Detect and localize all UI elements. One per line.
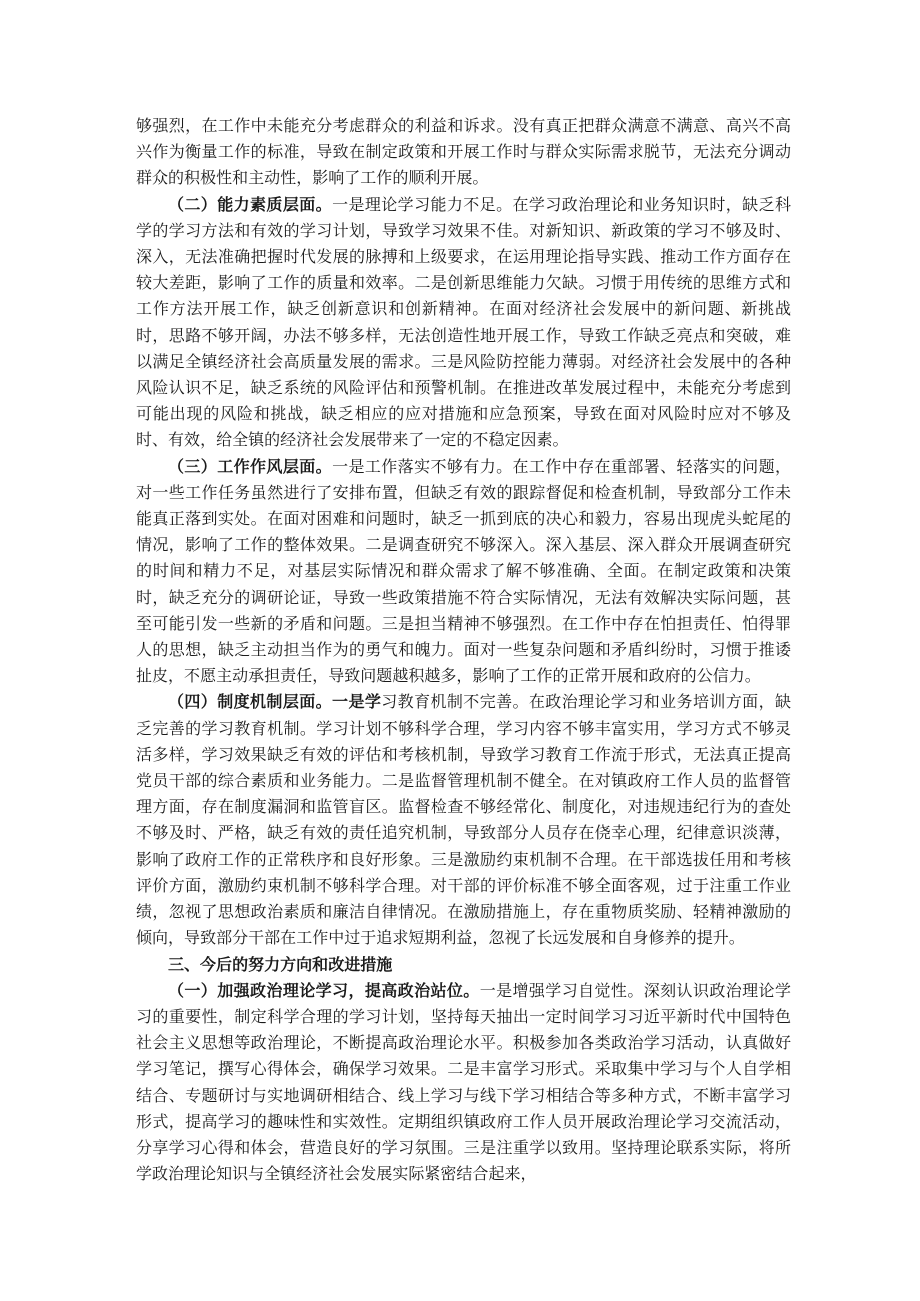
paragraph-text: 一是工作落实不够有力。在工作中存在重部署、轻落实的问题，对一些工作任务虽然进行了安排布置，但缺乏有效的跟踪督促和检查机制，导致部分工作未能真正落到实处。在面对困难和问题时，缺乏一抓到底的决心和毅力，容易出现虎头蛇尾的情况，影响了工作的整体效果。二是调查研究不够深入。深入基层、深入群众开展调查研究的时间和精力不足，对基层实际情况和群众需求了解不够准确、全面。在制定政策和决策时，缺乏充分的调研论证，导致一些政策措施不符合实际情况，无法有效解决实际问题，甚至可能引发一些新的矛盾和问题。三是担当精神不够强烈。在工作中存在怕担责任、怕得罪人的思想，缺乏主动担当作为的勇气和魄力。面对一些复杂问题和矛盾纠纷时，习惯于推诿扯皮，不愿主动承担责任，导致问题越积越多，影响了工作的正常开展和政府的公信力。 <box>136 456 792 686</box>
paragraph-text: 够强烈，在工作中未能充分考虑群众的利益和诉求。没有真正把群众满意不满意、高兴不高兴作为衡量工作的标准，导致在制定政策和开展工作时与群众实际需求脱节，无法充分调动群众的积极性和主动性，影响了工作的顺利开展。 <box>136 116 791 188</box>
section-heading-text: 三、今后的努力方向和改进措施 <box>168 954 393 974</box>
paragraph-text: 习教育机制不完善。在政治理论学习和业务培训方面，缺乏完善的学习教育机制。学习计划不够科学合理，学习内容不够丰富实用，学习方式不够灵活多样，学习效果缺乏有效的评估和考核机制，导致学习教育工作流于形式，无法真正提高党员干部的综合素质和业务能力。二是监督管理机制不健全。在对镇政府工作人员的监督管理方面，存在制度漏洞和监管盲区。监督检查不够经常化、制度化，对违规违纪行为的查处不够及时、严格，缺乏有效的责任追究机制，导致部分人员存在侥幸心理，纪律意识淡薄，影响了政府工作的正常秩序和良好形象。三是激励约束机制不合理。在干部选拔任用和考核评价方面，激励约束机制不够科学合理。对干部的评价标准不够全面客观，过于注重工作业绩，忽视了思想政治素质和廉洁自律情况。在激励措施上，存在重物质奖励、轻精神激励的倾向，导致部分干部在工作中过于追求短期利益，忽视了长远发展和自身修养的提升。 <box>136 692 791 948</box>
paragraph-text: 一是理论学习能力不足。在学习政治理论和业务知识时，缺乏科学的学习方法和有效的学习计划，导致学习效果不佳。对新知识、新政策的学习不够及时、深入，无法准确把握时代发展的脉搏和上级要求，在运用理论指导实践、推动工作方面存在较大差距，影响了工作的质量和效率。二是创新思维能力欠缺。习惯于用传统的思维方式和工作方法开展工作，缺乏创新意识和创新精神。在面对经济社会发展中的新问题、新挑战时，思路不够开阔，办法不够多样，无法创造性地开展工作，导致工作缺乏亮点和突破，难以满足全镇经济社会高质量发展的需求。三是风险防控能力薄弱。对经济社会发展中的各种风险认识不足，缺乏系统的风险评估和预警机制。在推进改革发展过程中，未能充分考虑到可能出现的风险和挑战，缺乏相应的应对措施和应急预案，导致在面对风险时应对不够及时、有效，给全镇的经济社会发展带来了一定的不稳定因素。 <box>136 194 792 450</box>
paragraph-lead-heading: （四）制度机制层面。一是学 <box>168 692 382 712</box>
paragraph-ability-quality <box>136 192 791 454</box>
paragraph-lead-heading: （二）能力素质层面。 <box>168 194 333 214</box>
paragraph-lead-heading: （一）加强政治理论学习，提高政治站位。 <box>168 980 480 1000</box>
paragraph-lead-heading: （三）工作作风层面。 <box>168 456 333 476</box>
paragraph-political-theory <box>136 978 791 1188</box>
paragraph-work-style <box>136 454 791 690</box>
paragraph-institutional-mechanism <box>136 689 791 951</box>
paragraph-text: 一是增强学习自觉性。深刻认识政治理论学习的重要性，制定科学合理的学习计划，坚持每天抽出一定时间学习习近平新时代中国特色社会主义思想等政治理论，不断提高政治理论水平。积极参加各类政治学习活动，认真做好学习笔记，撰写心得体会，确保学习效果。二是丰富学习形式。采取集中学习与个人自学相结合、专题研讨与实地调研相结合、线上学习与线下学习相结合等多种方式，不断丰富学习形式，提高学习的趣味性和实效性。定期组织镇政府工作人员开展政治理论学习交流活动，分享学习心得和体会，营造良好的学习氛围。三是注重学以致用。坚持理论联系实际，将所学政治理论知识与全镇经济社会发展实际紧密结合起来， <box>136 980 791 1184</box>
paragraph-continued <box>136 113 791 192</box>
section-heading <box>136 952 791 978</box>
document-page <box>136 113 791 1187</box>
